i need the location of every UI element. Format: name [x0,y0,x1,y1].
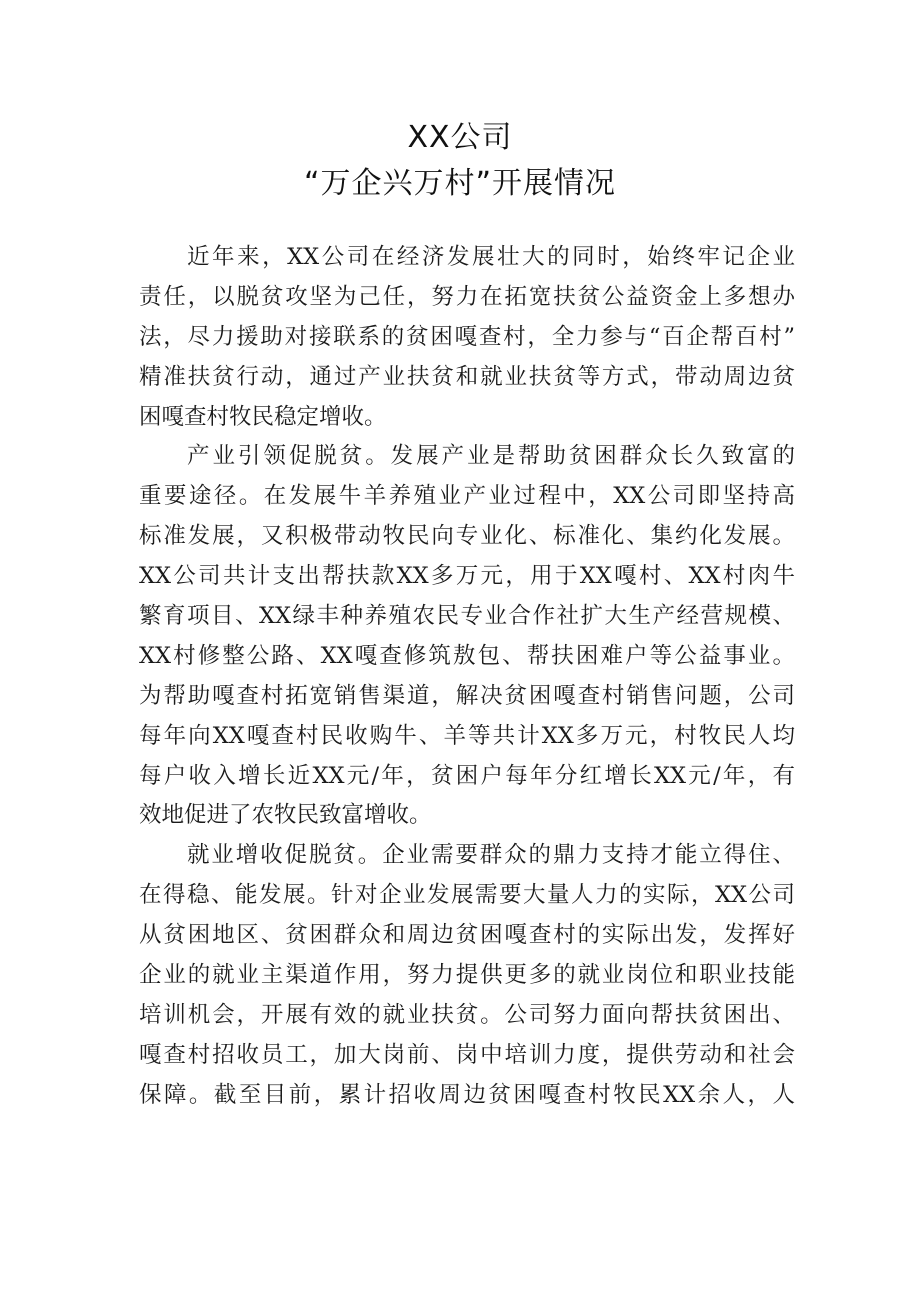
paragraph-1-line-4: 精准扶贫行动，通过产业扶贫和就业扶贫等方式，带动周边贫 [139,363,795,390]
paragraph-3-line-2: 在得稳、能发展。针对企业发展需要大量人力的实际，XX公司 [139,882,795,909]
paragraph-2-line-10: 效地促进了农牧民致富增收。 [139,802,432,829]
paragraph-3-line-4: 企业的就业主渠道作用，努力提供更多的就业岗位和职业技能 [139,962,795,989]
paragraph-2-line-4: XX公司共计支出帮扶款XX多万元，用于XX嘎村、XX村肉牛 [139,563,795,590]
document-subtitle: “万企兴万村”开展情况 [303,166,617,201]
paragraph-2-line-6: XX村修整公路、XX嘎查修筑敖包、帮扶困难户等公益事业。 [139,642,795,669]
paragraph-2-line-1: 产业引领促脱贫。发展产业是帮助贫困群众长久致富的 [187,443,795,470]
paragraph-1-line-3: 法，尽力援助对接联系的贫困嘎查村，全力参与“百企帮百村” [139,323,795,350]
paragraph-1-line-2: 责任，以脱贫攻坚为己任，努力在拓宽扶贫公益资金上多想办 [139,283,795,310]
document-body [139,238,795,1116]
paragraph-2-line-9: 每户收入增长近XX元/年，贫困户每年分红增长XX元/年，有 [139,762,795,789]
paragraph-2-line-7: 为帮助嘎查村拓宽销售渠道，解决贫困嘎查村销售问题，公司 [139,682,795,709]
paragraph-3-line-5: 培训机会，开展有效的就业扶贫。公司努力面向帮扶贫困出、 [139,1001,795,1028]
paragraph-1-line-1: 近年来，XX公司在经济发展壮大的同时，始终牢记企业 [187,244,795,270]
paragraph-3-line-6: 嘎查村招收员工，加大岗前、岗中培训力度，提供劳动和社会 [139,1041,795,1068]
paragraph-2-line-2: 重要途径。在发展牛羊养殖业产业过程中，XX公司即坚持高 [139,483,795,510]
paragraph-2-line-3: 标准发展，又积极带动牧民向专业化、标准化、集约化发展。 [139,523,795,550]
paragraph-2-line-5: 繁育项目、XX绿丰种养殖农民专业合作社扩大生产经营规模、 [139,603,795,630]
paragraph-2-line-8: 每年向XX嘎查村民收购牛、羊等共计XX多万元，村牧民人均 [139,722,795,749]
paragraph-3-line-7: 保障。截至目前，累计招收周边贫困嘎查村牧民XX余人，人 [139,1081,795,1108]
paragraph-3-line-1: 就业增收促脱贫。企业需要群众的鼎力支持才能立得住、 [187,842,795,869]
document-title: XX公司 [407,120,513,155]
paragraph-3-line-3: 从贫困地区、贫困群众和周边贫困嘎查村的实际出发，发挥好 [139,922,795,949]
paragraph-1-line-5: 困嘎查村牧民稳定增收。 [139,403,387,430]
